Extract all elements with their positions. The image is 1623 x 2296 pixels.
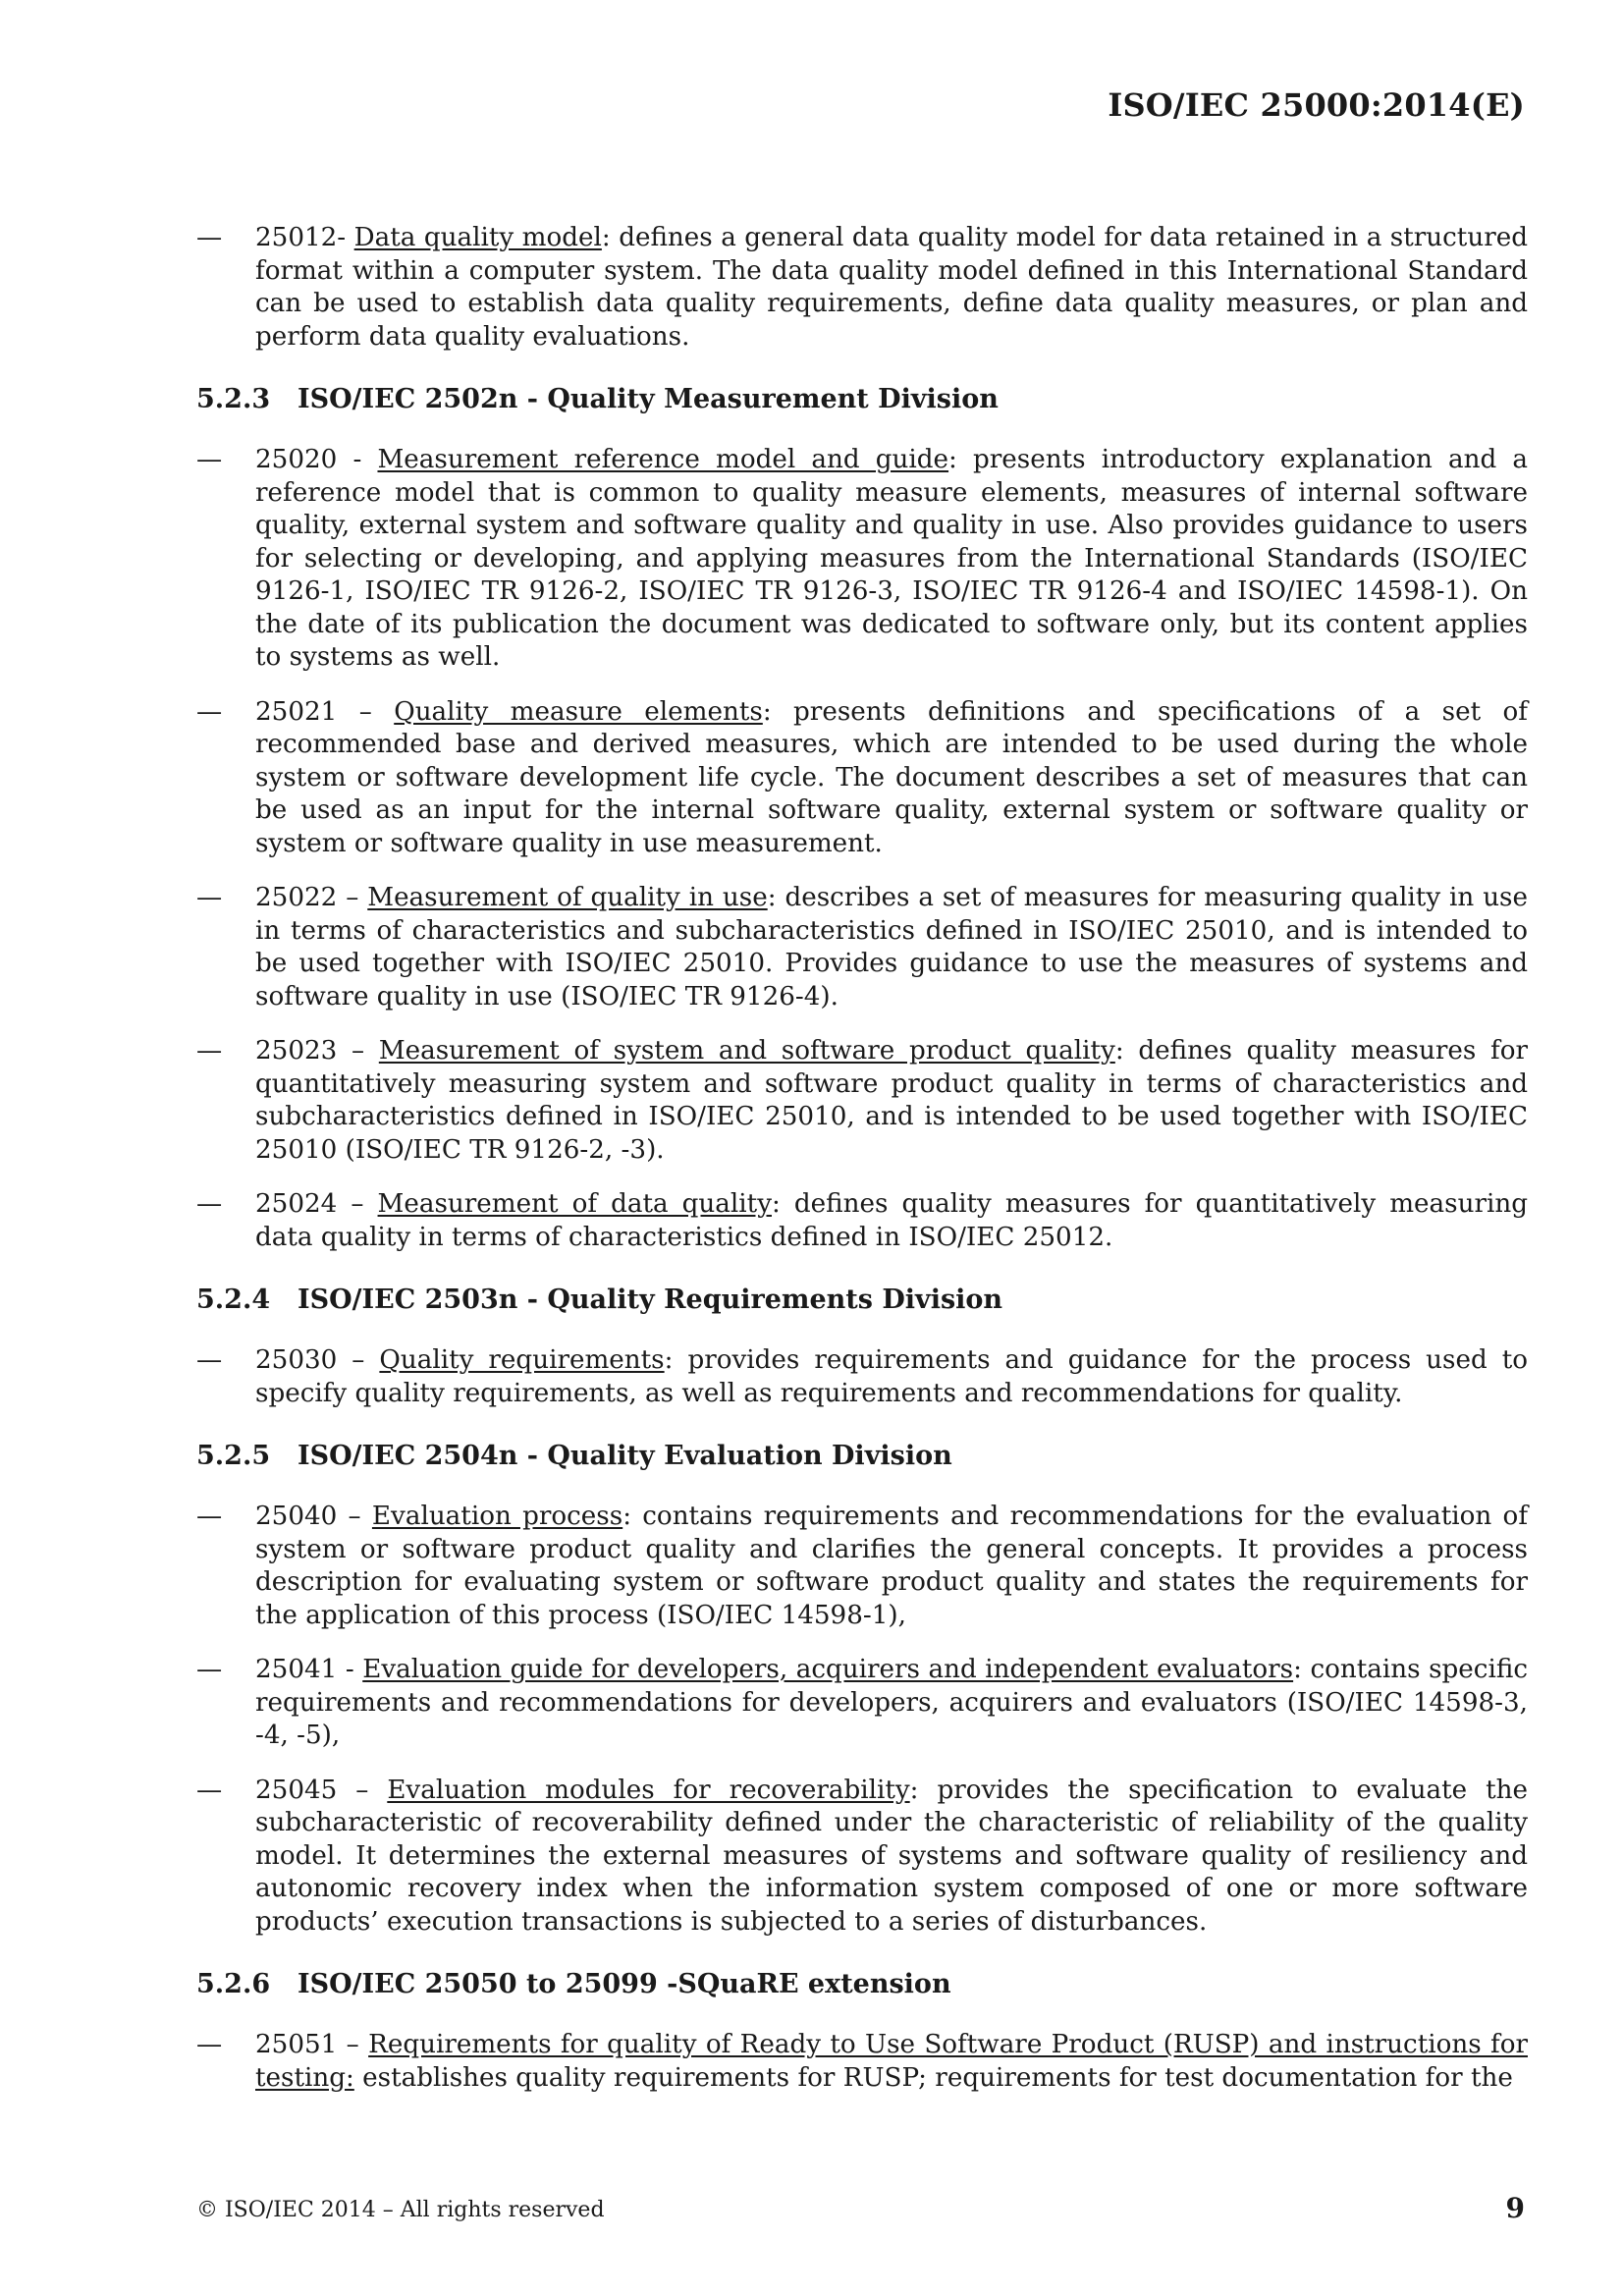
list-item	[196, 1775, 1528, 1940]
standard-description: : contains requirements and recommendations for the evaluation of system or software product quality and clarifies the general concepts. It provides a process description for evaluating system or software product quality and states the requirements for the application of this process (ISO/IEC 14598-1),	[255, 1502, 1529, 1630]
section-heading	[196, 1284, 1528, 1317]
standard-code: 25040 –	[255, 1502, 361, 1531]
body-content	[196, 222, 1528, 2116]
list-item	[196, 1344, 1528, 1410]
section-number: 5.2.3	[196, 384, 271, 414]
dash-marker: —	[196, 445, 223, 474]
dash-marker: —	[196, 696, 223, 727]
standard-description: : defines quality measures for quantitatively measuring data quality in terms of characteristics defined in ISO/IEC 25012.	[255, 1189, 1528, 1252]
section-heading	[196, 1440, 1528, 1473]
standard-code: 25030 –	[255, 1345, 365, 1375]
list-item	[196, 882, 1528, 1013]
standard-code: 25023 –	[255, 1036, 365, 1066]
standard-code: 25020 -	[255, 445, 362, 474]
section-heading	[196, 383, 1528, 416]
list-item	[196, 1035, 1528, 1167]
standard-title: Quality requirements	[379, 1345, 665, 1375]
standard-title: Measurement of system and software product quality	[378, 1036, 1115, 1066]
standard-description: : presents definitions and specifications of a set of recommended base and derived measures, which are intended to be used during the whole system or software development life cycle. The document describes a set of measures that can be used as an input for the internal software quality, external system or software quality or system or software quality in use measurement.	[255, 696, 1529, 858]
standard-description: : defines a general data quality model for data retained in a structured format within a computer system. The data quality model defined in this International Standard can be used to establish data quality requirements, define data quality measures, or plan and perform data quality evaluations.	[255, 223, 1528, 352]
section-title: ISO/IEC 25050 to 25099 -SQuaRE extension	[298, 1969, 951, 1999]
standard-title: Evaluation process	[371, 1502, 623, 1531]
standard-title: Measurement of data quality	[377, 1189, 772, 1219]
dash-marker: —	[196, 2030, 223, 2059]
list-item	[196, 222, 1528, 354]
standard-title: Measurement of quality in use	[367, 883, 768, 912]
list-item	[196, 696, 1528, 861]
section-title: ISO/IEC 2503n - Quality Requirements Division	[298, 1285, 1003, 1315]
list-item	[196, 1501, 1528, 1632]
standard-code: 25021 –	[255, 696, 372, 727]
dash-marker: —	[196, 883, 223, 912]
list-item	[196, 1188, 1528, 1254]
standard-description: : contains specific requirements and recommendations for developers, acquirers and evaluators (ISO/IEC 14598-3, -4, -5),	[255, 1655, 1528, 1750]
dash-marker: —	[196, 1655, 223, 1684]
section-number: 5.2.5	[196, 1441, 271, 1471]
dash-marker: —	[196, 1502, 223, 1531]
section-number: 5.2.4	[196, 1285, 271, 1315]
footer-copyright: © ISO/IEC 2014 – All rights reserved	[196, 2198, 605, 2222]
standard-code: 25012-	[255, 223, 347, 252]
list-item	[196, 2029, 1528, 2095]
dash-marker: —	[196, 1189, 223, 1219]
list-item	[196, 444, 1528, 675]
standard-title: Evaluation modules for recoverability	[387, 1775, 910, 1805]
dash-marker: —	[196, 223, 223, 252]
standard-description: : provides requirements and guidance for the process used to specify quality requirements, as well as requirements and recommendations for quality.	[255, 1345, 1528, 1408]
standard-description: : presents introductory explanation and a reference model that is common to quality measure elements, measures of internal software quality, external system and software quality and quality in use. Also provides guidance to users for selecting or developing, and applying measures from the International Standards (ISO/IEC 9126-1, ISO/IEC TR 9126-2, ISO/IEC TR 9126-3, ISO/IEC TR 9126-4 and ISO/IEC 14598-1). On the date of its publication the document was dedicated to software only, but its content applies to systems as well.	[255, 445, 1529, 672]
section-title: ISO/IEC 2502n - Quality Measurement Division	[298, 384, 999, 414]
section-title: ISO/IEC 2504n - Quality Evaluation Division	[298, 1441, 952, 1471]
standard-title: Requirements for quality of Ready to Use Software Product (RUSP) and instructions for testing:	[255, 2030, 1528, 2093]
dash-marker: —	[196, 1345, 223, 1375]
standard-description: : provides the specification to evaluate the subcharacteristic of recoverability defined under the characteristic of reliability of the quality model. It determines the external measures of systems and software quality of resiliency and autonomic recovery index when the information system composed of one or more software products’ execution transactions is subjected to a series of disturbances.	[255, 1775, 1528, 1937]
standard-description: : defines quality measures for quantitatively measuring system and software product quality in terms of characteristics and subcharacteristics defined in ISO/IEC 25010, and is intended to be used together with ISO/IEC 25010 (ISO/IEC TR 9126-2, -3).	[255, 1036, 1528, 1165]
standard-code: 25022 –	[255, 883, 359, 912]
section-number: 5.2.6	[196, 1969, 271, 1999]
standard-title: Data quality model	[353, 223, 602, 252]
standard-code: 25045 –	[255, 1775, 369, 1805]
standard-description: : describes a set of measures for measuring quality in use in terms of characteristics and subcharacteristics defined in ISO/IEC 25010, and is intended to be used together with ISO/IEC 25010. Provides guidance to use the measures of systems and software quality in use (ISO/IEC TR 9126-4).	[255, 883, 1528, 1011]
dash-marker: —	[196, 1036, 223, 1066]
sections-container	[196, 383, 1528, 2095]
standard-code: 25051 –	[255, 2030, 359, 2059]
standard-code: 25041 -	[255, 1655, 354, 1684]
standard-description: establishes quality requirements for RUSP; requirements for test documentation for the	[353, 2062, 1513, 2093]
section-heading	[196, 1968, 1528, 2001]
standard-title: Quality measure elements	[394, 696, 763, 727]
list-item	[196, 1654, 1528, 1753]
page-number: 9	[1505, 2192, 1525, 2224]
standard-title: Evaluation guide for developers, acquirers and independent evaluators	[362, 1655, 1294, 1684]
dash-marker: —	[196, 1775, 223, 1805]
standard-title: Measurement reference model and guide	[377, 445, 949, 474]
document-identifier: ISO/IEC 25000:2014(E)	[1108, 86, 1525, 124]
standard-code: 25024 –	[255, 1189, 364, 1219]
